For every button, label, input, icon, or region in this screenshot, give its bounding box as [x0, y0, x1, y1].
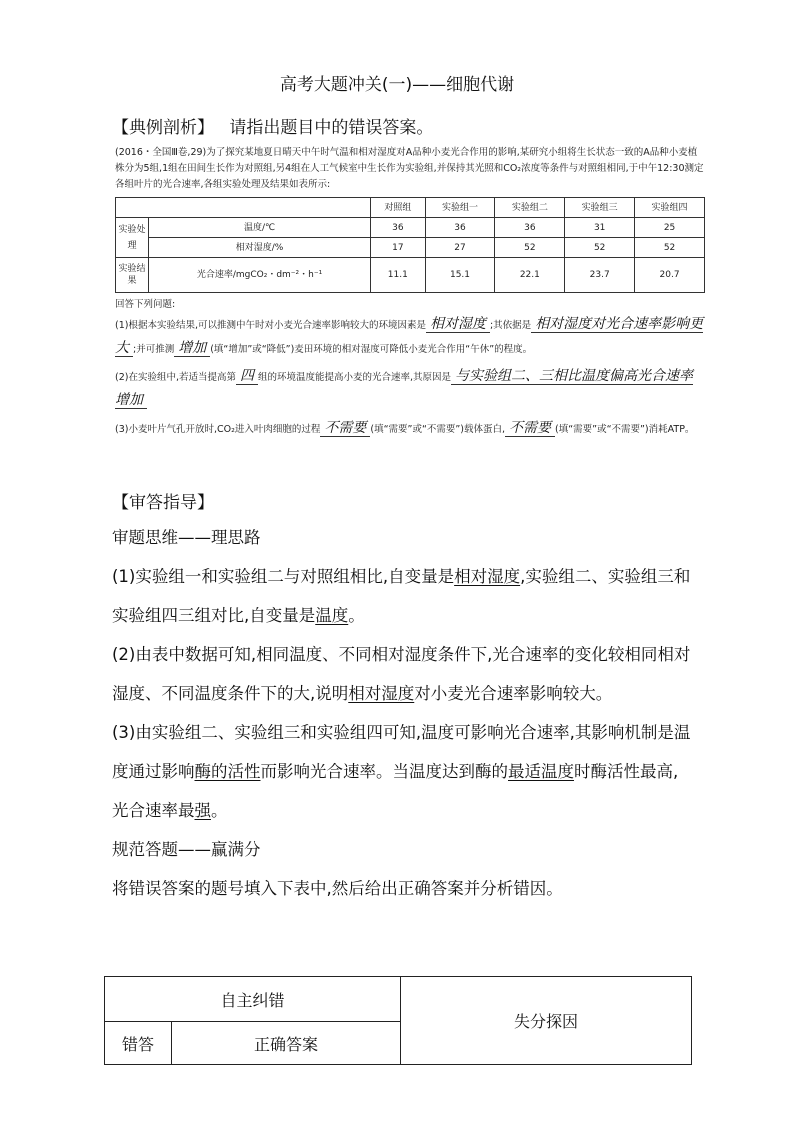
table-cell: 23.7	[565, 258, 635, 293]
table-header: 实验组三	[565, 198, 635, 218]
question-2: (2)在实验组中,若适当提高第 四 组的环境温度能提高小麦的光合速率,其原因是 与实验组二、三相比温度偏高光合速率增加	[115, 368, 694, 408]
table-cell: 11.1	[371, 258, 426, 293]
key-term: 强	[194, 801, 211, 820]
row-group: 实验处理	[116, 218, 149, 258]
question-prompt: 回答下列问题:	[115, 299, 176, 310]
guide-paragraph-2: (2)由表中数据可知,相同温度、不同相对湿度条件下,光合速率的变化较相同相对湿度、不同温度条件下的大,说明相对湿度对小麦光合速率影响较大。	[112, 645, 691, 703]
guide-paragraph-1: (1)实验组一和实验组二与对照组相比,自变量是相对湿度,实验组二、实验组三和实验组四三组对比,自变量是温度。	[112, 567, 691, 625]
table-row	[116, 218, 705, 238]
table-header: 实验组一	[425, 198, 495, 218]
table-cell: 25	[635, 218, 705, 238]
table-cell: 27	[425, 238, 495, 258]
correct-answer-header: 正确答案	[172, 1022, 401, 1065]
page-title: 高考大题冲关(一)——细胞代谢	[279, 75, 515, 95]
row-group: 实验结果	[116, 258, 149, 293]
example-instruction: 请指出题目中的错误答案。	[229, 118, 434, 138]
row-label: 光合速率/mgCO₂・dm⁻²・h⁻¹	[149, 258, 371, 293]
question-scan	[115, 145, 705, 480]
table-header: 实验组四	[635, 198, 705, 218]
key-term: 相对湿度	[348, 684, 415, 703]
answer-heading: 规范答题——赢满分	[112, 840, 261, 859]
handwritten-answer: 四	[236, 368, 258, 385]
table-cell: 15.1	[425, 258, 495, 293]
table-cell: 36	[371, 218, 426, 238]
table-cell: 36	[495, 218, 565, 238]
key-term: 温度	[315, 606, 349, 625]
example-heading: 【典例剖析】	[112, 118, 214, 138]
table-cell: 20.7	[635, 258, 705, 293]
table-row	[116, 238, 705, 258]
self-correct-header: 自主纠错	[105, 977, 401, 1022]
question-1: (1)根据本实验结果,可以推测中午时对小麦光合速率影响较大的环境因素是 相对湿度 ;其依据是 相对湿度对光合速率影响更大 ;并可推测 增加 (填“增加”或“降低”)麦田环境的相对湿度可降低小麦光合作用“午休”的程度。	[115, 316, 704, 356]
row-label: 相对湿度/%	[149, 238, 371, 258]
question-intro: (2016・全国Ⅲ卷,29)为了探究某地夏日晴天中午时气温和相对湿度对A品种小麦光合作用的影响,某研究小组将生长状态一致的A品种小麦植株分为5组,1组在田间生长作为对照组,另4组在人工气候室中生长作为实验组,并保持其光照和CO₂浓度等条件与对照组相同,于中午12:30测定各组叶片的光合速率,各组实验处理及结果如表所示:	[115, 147, 704, 190]
reason-header: 失分探因	[401, 977, 692, 1065]
table-header: 对照组	[371, 198, 426, 218]
table-cell: 52	[635, 238, 705, 258]
example-section	[112, 113, 433, 138]
table-cell: 22.1	[495, 258, 565, 293]
key-term: 相对湿度	[454, 567, 521, 586]
handwritten-answer: 不需要	[320, 420, 370, 437]
correction-table	[104, 976, 692, 1065]
handwritten-answer: 相对湿度	[426, 316, 490, 333]
wrong-answer-header: 错答	[105, 1022, 172, 1065]
handwritten-answer: 增加	[174, 340, 210, 357]
table-cell: 36	[425, 218, 495, 238]
handwritten-answer: 与实验组二、三相比温度偏高光合速率增加	[115, 368, 694, 408]
table-cell: 31	[565, 218, 635, 238]
key-term: 最适温度	[508, 762, 574, 781]
question-3: (3)小麦叶片气孔开放时,CO₂进入叶肉细胞的过程 不需要 (填“需要”或“不需要”)载体蛋白, 不需要 (填“需要”或“不需要”)消耗ATP。	[115, 420, 695, 436]
handwritten-answer: 相对湿度对光合速率影响更大	[115, 316, 704, 356]
table-header: 实验组二	[495, 198, 565, 218]
experiment-table	[115, 197, 705, 293]
table-header-row	[116, 198, 705, 218]
guide-body	[112, 518, 692, 908]
answer-instruction: 将错误答案的题号填入下表中,然后给出正确答案并分析错因。	[112, 879, 563, 898]
row-label: 温度/℃	[149, 218, 371, 238]
table-cell: 17	[371, 238, 426, 258]
table-cell: 52	[495, 238, 565, 258]
table-row	[116, 258, 705, 293]
key-term: 酶的活性	[194, 762, 261, 781]
guide-heading: 【审答指导】	[112, 493, 214, 513]
table-cell: 52	[565, 238, 635, 258]
guide-paragraph-3: (3)由实验组二、实验组三和实验组四可知,温度可影响光合速率,其影响机制是温度通过影响酶的活性而影响光合速率。当温度达到酶的最适温度时酶活性最高,光合速率最强。	[112, 723, 691, 820]
think-heading: 审题思维——理思路	[112, 528, 261, 547]
handwritten-answer: 不需要	[505, 420, 555, 437]
